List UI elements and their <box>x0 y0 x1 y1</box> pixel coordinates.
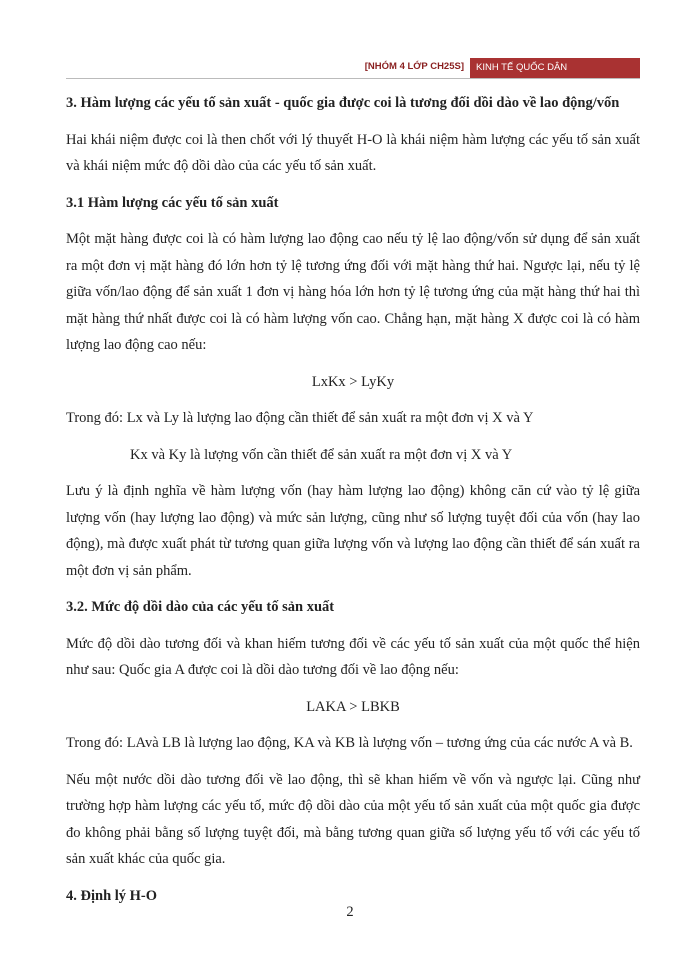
paragraph-where-countries: Trong đó: LAvà LB là lượng lao động, KA và KB là lượng vốn – tương ứng của các nước A và B. <box>66 735 633 751</box>
paragraph-abundance: Mức độ dồi dào tương đối và khan hiếm tương đối về các yếu tố sản xuất của một quốc thể hiện như sau: Quốc gia A được coi là dồi dào tương đối về lao động nếu: <box>66 635 640 678</box>
header-rule <box>66 78 640 79</box>
document-body <box>66 90 640 919</box>
section-3-heading: 3. Hàm lượng các yếu tố sản xuất - quốc gia được coi là tương đối dồi dào về lao động/vốn <box>66 95 620 111</box>
header-group-label: [NHÓM 4 LỚP CH25S] <box>364 61 464 72</box>
paragraph-scarcity: Nếu một nước dồi dào tương đối về lao động, thì sẽ khan hiếm về vốn và ngược lại. Cũng như trường hợp hàm lượng các yếu tố, mức độ dồi dào của một yếu tố sản xuất của một quốc gia được đo không phải bằng số lượng tuyệt đối, mà bằng tương quan giữa số lượng yếu tố với các yếu tố sản xuất khác của quốc gia. <box>66 771 640 867</box>
formula-intensity: LxKx > LyKy <box>311 373 395 390</box>
section-4-heading: 4. Định lý H-O <box>66 887 158 904</box>
page-number: 2 <box>346 904 354 920</box>
page-header <box>66 58 640 78</box>
paragraph-intro: Hai khái niệm được coi là then chốt với lý thuyết H-O là khái niệm hàm lượng các yếu tố sản xuất và khái niệm mức độ dồi dào của các yếu tố sản xuất. <box>66 131 640 174</box>
section-3-2-heading: 3.2. Mức độ dồi dào của các yếu tố sản xuất <box>66 599 335 615</box>
paragraph-factor-intensity: Một mặt hàng được coi là có hàm lượng lao động cao nếu tỷ lệ lao động/vốn sử dụng để sản xuất ra một đơn vị mặt hàng đó lớn hơn tỷ lệ tương ứng đối với mặt hàng thứ hai. Ngược lại, nếu tỷ lệ giữa vốn/lao động để sản xuất 1 đơn vị hàng hóa lớn hơn tỷ lệ tương ứng của mặt hàng thứ hai thì mặt hàng thứ nhất được coi là có hàm lượng vốn cao. Chẳng hạn, mặt hàng X được coi là có hàm lượng lao động cao nếu: <box>66 231 640 353</box>
paragraph-where-capital: Kx và Ky là lượng vốn cần thiết để sản xuất ra một đơn vị X và Y <box>130 446 513 463</box>
section-3-1-heading: 3.1 Hàm lượng các yếu tố sản xuất <box>66 194 279 211</box>
paragraph-note: Lưu ý là định nghĩa về hàm lượng vốn (hay hàm lượng lao động) không căn cứ vào tỷ lệ giữa lượng vốn (hay lượng lao động) và mức sản lượng, cũng như số lượng tuyệt đối của vốn (hay lao động), mà được xuất phát từ tương quan giữa lượng vốn và lượng lao động cần thiết để sán xuất ra một đơn vị sản phẩm. <box>66 483 640 579</box>
paragraph-where-labor: Trong đó: Lx và Ly là lượng lao động cần thiết để sản xuất ra một đơn vị X và Y <box>66 410 534 426</box>
formula-abundance: LAKA > LBKB <box>306 698 400 715</box>
header-tag: KINH TẾ QUỐC DÂN <box>470 58 640 78</box>
